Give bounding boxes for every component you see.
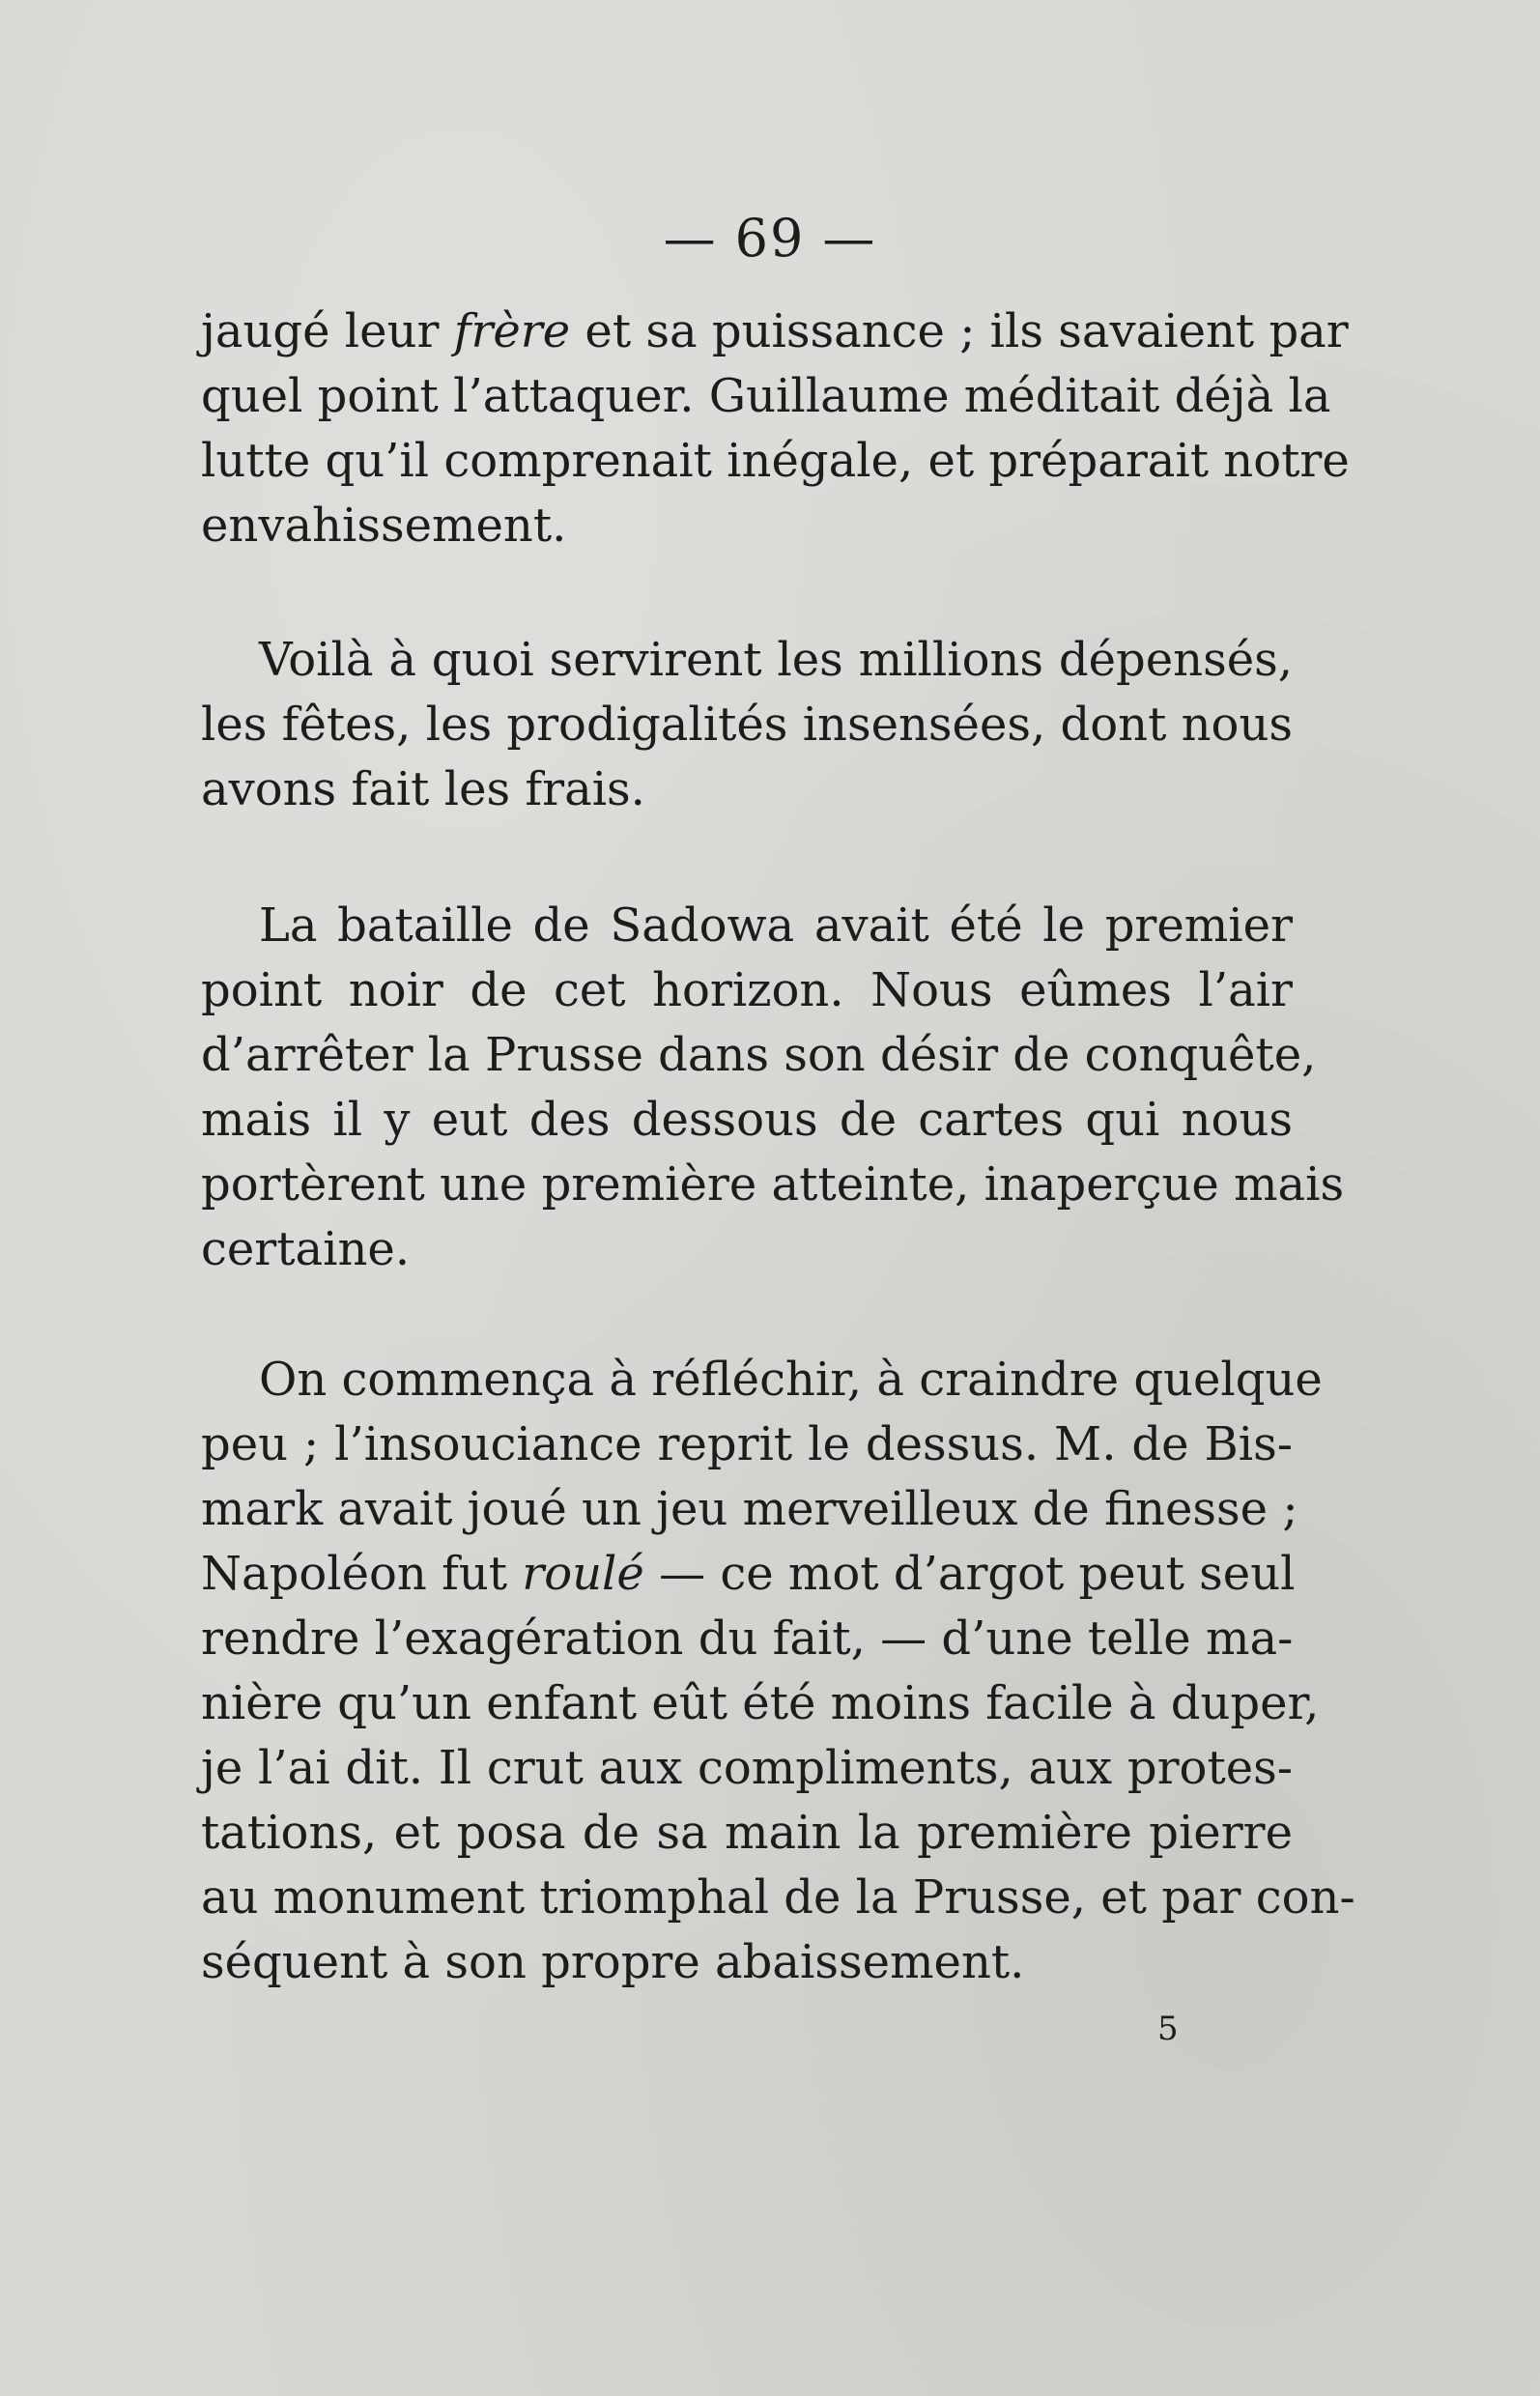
paragraph-3-line-6: certaine. <box>201 1222 411 1276</box>
italic-text-run: roulé <box>522 1547 644 1601</box>
paragraph-1-line-1 <box>201 300 1349 364</box>
paragraph-4 <box>201 1348 1355 1995</box>
signature-mark: 5 <box>1157 2010 1179 2048</box>
paragraph-4-line-10: séquent à son propre abaissement. <box>201 1935 1025 1989</box>
paragraph-2-line-1: Voilà à quoi servirent les millions dépensés, <box>259 633 1293 687</box>
paragraph-2 <box>201 628 1293 822</box>
paragraph-3-line-3: d’arrêter la Prusse dans son désir de conquête, <box>201 1028 1317 1082</box>
text-run: et sa puissance ; ils savaient par <box>570 304 1349 358</box>
paragraph-3-line-1: La bataille de Sadowa avait été le premier <box>259 898 1293 953</box>
paragraph-4-line-1: On commença à réfléchir, à craindre quelque <box>259 1353 1323 1407</box>
paragraph-2-line-2: les fêtes, les prodigalités insensées, dont nous <box>201 698 1293 752</box>
page-number-dash-right: — <box>822 208 877 269</box>
paragraph-4-line-7: je l’ai dit. Il crut aux compliments, aux protes- <box>201 1741 1293 1795</box>
paragraph-4-line-4 <box>201 1542 1296 1607</box>
paragraph-4-line-9: au monument triomphal de la Prusse, et par con- <box>201 1870 1355 1925</box>
page-number-value: 69 <box>734 208 806 269</box>
text-run: — ce mot d’argot peut seul <box>643 1547 1296 1601</box>
paragraph-1-line-2: quel point l’attaquer. Guillaume méditait déjà la <box>201 369 1331 423</box>
paragraph-4-line-6: nière qu’un enfant eût été moins facile à duper, <box>201 1676 1320 1730</box>
paragraph-4-line-3: mark avait joué un jeu merveilleux de finesse ; <box>201 1482 1298 1536</box>
paragraph-4-line-2: peu ; l’insouciance reprit le dessus. M. de Bis- <box>201 1417 1293 1471</box>
paragraph-3-line-5: portèrent une première atteinte, inaperçue mais <box>201 1157 1345 1212</box>
paragraph-1-line-4: envahissement. <box>201 499 567 553</box>
paragraph-3-line-2: point noir de cet horizon. Nous eûmes l’air <box>201 963 1293 1017</box>
paragraph-1-line-3: lutte qu’il comprenait inégale, et préparait notre <box>201 434 1350 488</box>
text-run: Napoléon fut <box>201 1547 523 1601</box>
page-number <box>0 208 1540 269</box>
paragraph-3 <box>201 894 1345 1282</box>
paragraph-2-line-3: avons fait les frais. <box>201 762 645 816</box>
text-run: jaugé leur <box>201 304 454 358</box>
paragraph-4-line-5: rendre l’exagération du fait, — d’une telle ma- <box>201 1612 1294 1666</box>
page-number-dash-left: — <box>663 208 718 269</box>
paragraph-3-line-4: mais il y eut des dessous de cartes qui nous <box>201 1093 1293 1147</box>
paragraph-1 <box>201 300 1350 558</box>
italic-text-run: frère <box>453 304 571 358</box>
paragraph-4-line-8: tations, et posa de sa main la première pierre <box>201 1806 1293 1860</box>
